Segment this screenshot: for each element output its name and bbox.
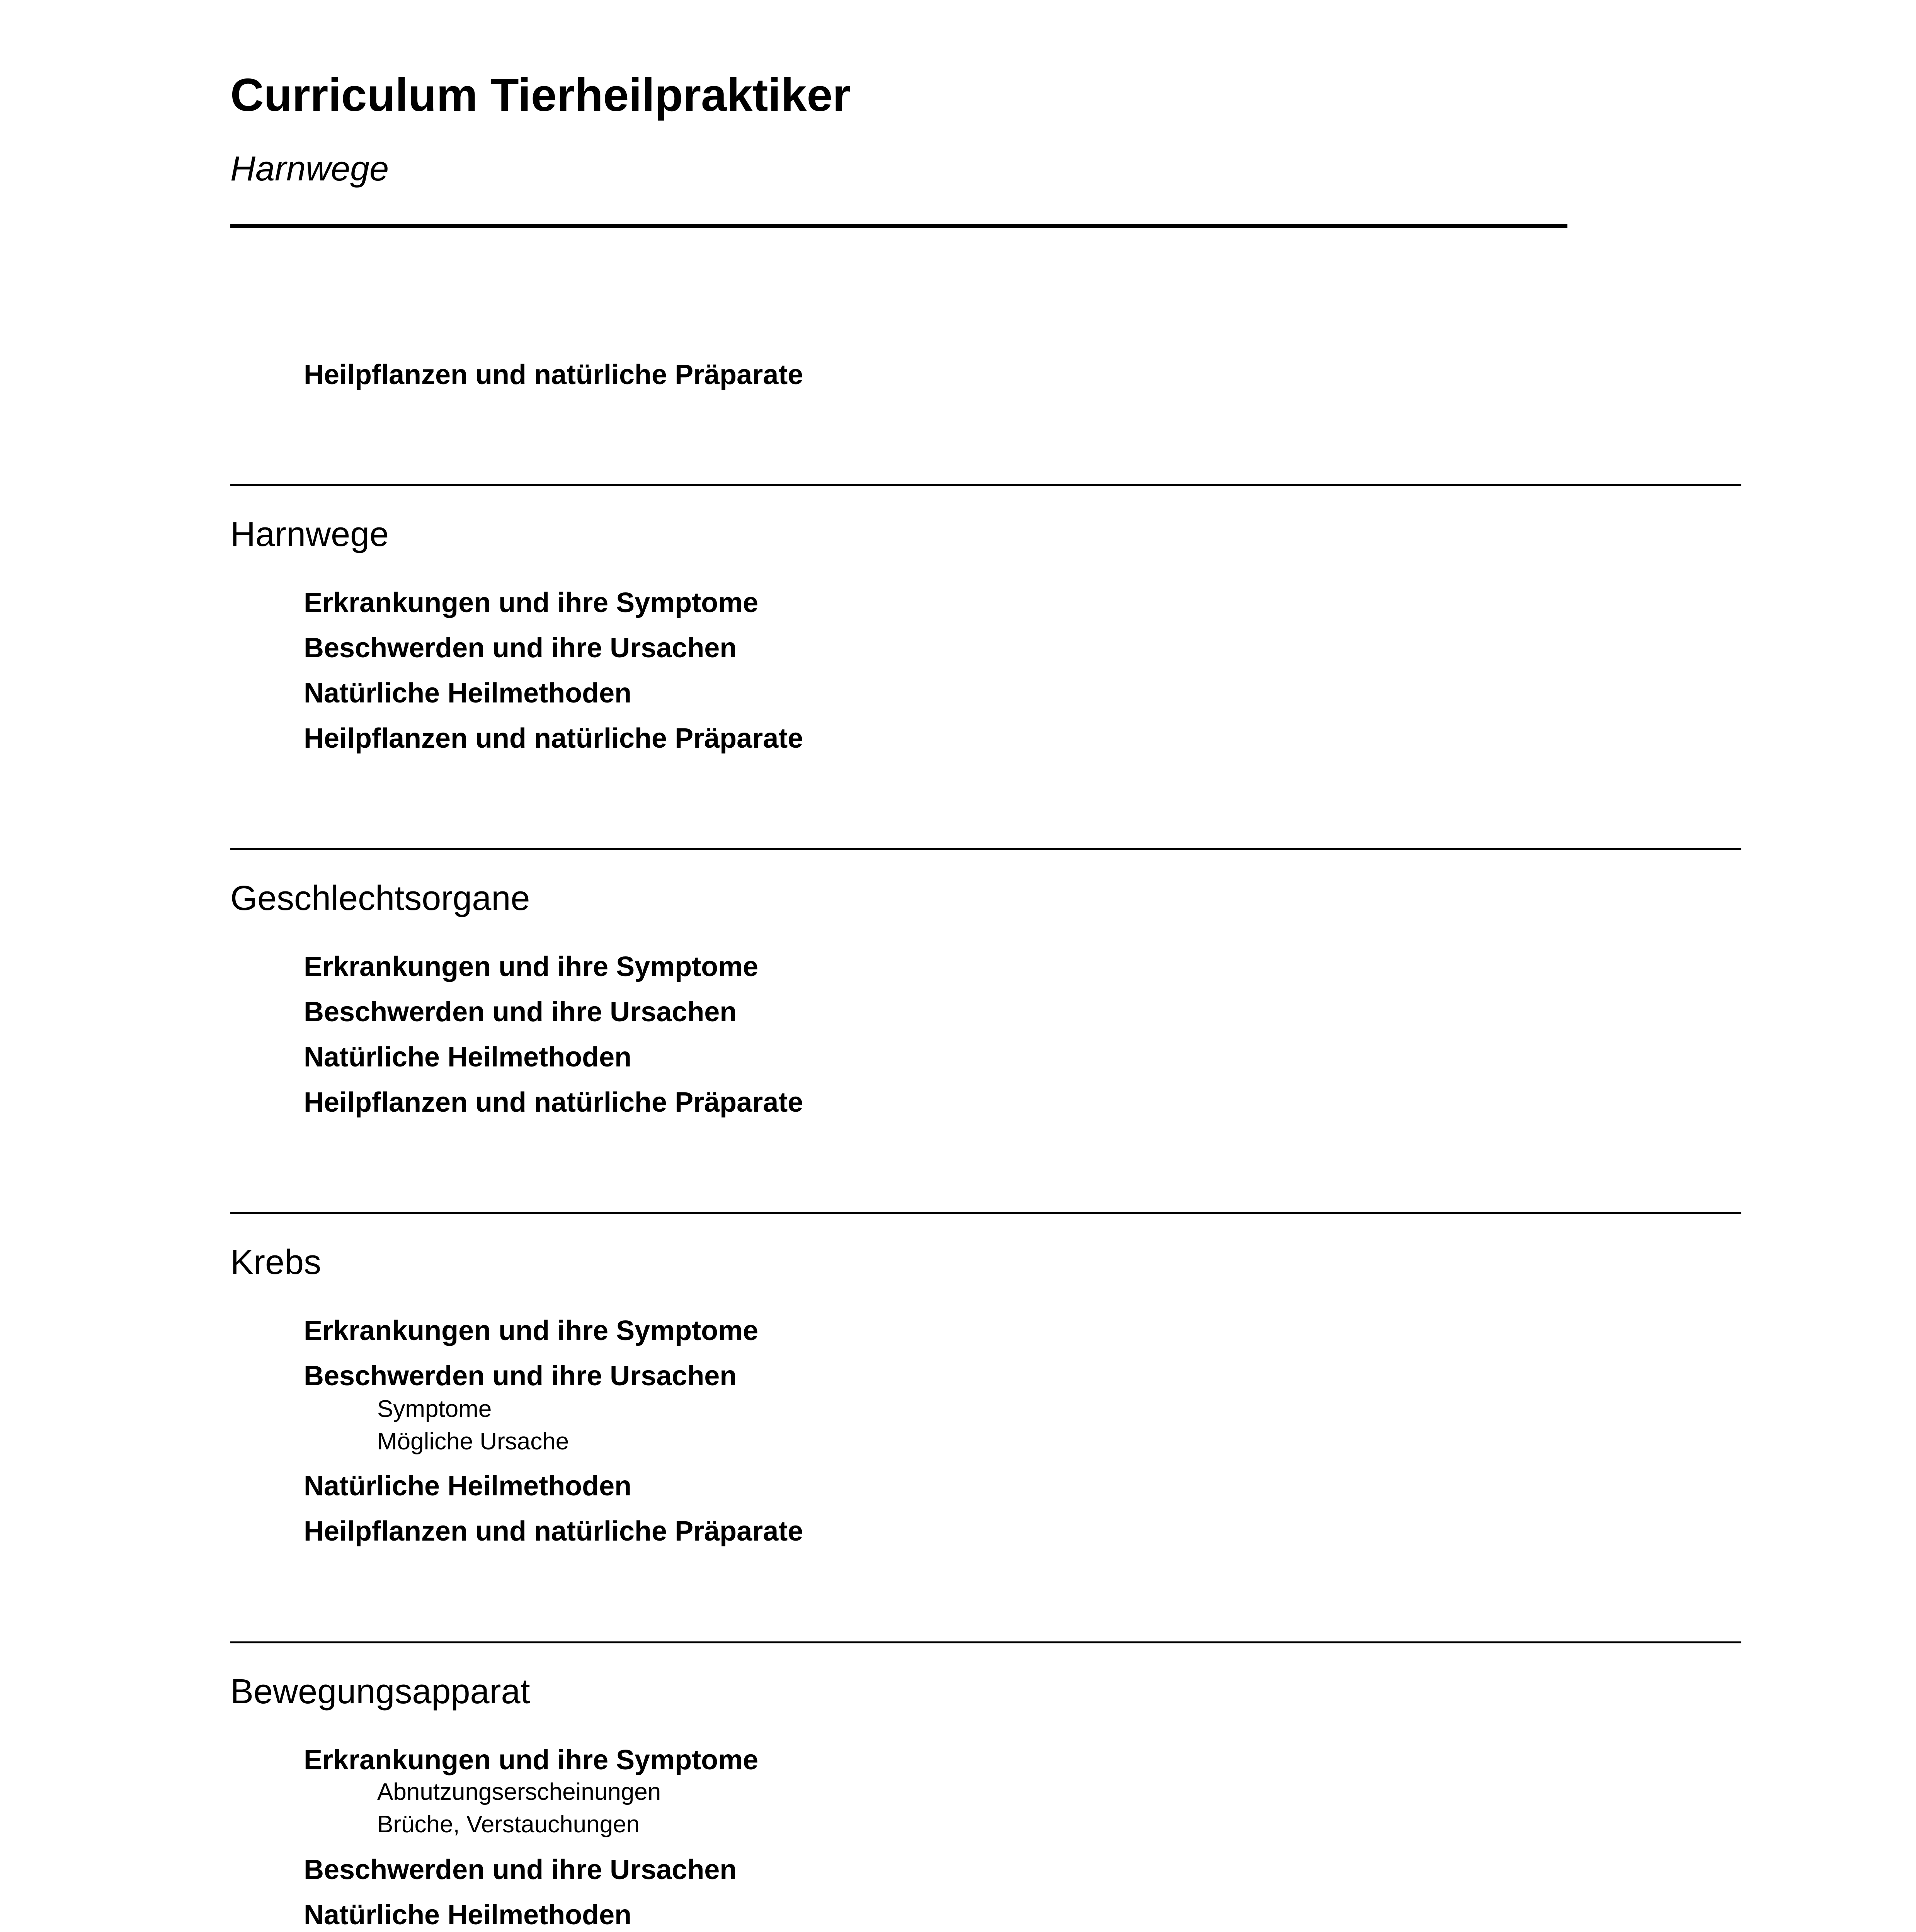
section-divider <box>230 484 1741 486</box>
section-item: Beschwerden und ihre Ursachen <box>304 1854 737 1885</box>
section-subitem: Brüche, Verstauchungen <box>377 1811 640 1838</box>
section-item: Heilpflanzen und natürliche Präparate <box>304 1087 803 1118</box>
section-divider <box>230 1212 1741 1214</box>
section-item: Heilpflanzen und natürliche Präparate <box>304 1516 803 1547</box>
section-item: Natürliche Heilmethoden <box>304 1042 632 1073</box>
section-item: Beschwerden und ihre Ursachen <box>304 1361 737 1391</box>
document-subtitle: Harnwege <box>230 150 389 188</box>
section-item: Erkrankungen und ihre Symptome <box>304 1315 759 1346</box>
section-item: Natürliche Heilmethoden <box>304 1471 632 1502</box>
section-heading-harnwege: Harnwege <box>230 515 389 554</box>
section-item: Heilpflanzen und natürliche Präparate <box>304 723 803 754</box>
section-heading-bewegungsapparat: Bewegungsapparat <box>230 1672 530 1711</box>
section-item: Erkrankungen und ihre Symptome <box>304 1745 759 1776</box>
section-divider <box>230 1641 1741 1643</box>
section-item: Beschwerden und ihre Ursachen <box>304 633 737 663</box>
section-item: Natürliche Heilmethoden <box>304 1900 632 1930</box>
title-divider <box>230 224 1567 228</box>
section-subitem: Abnutzungserscheinungen <box>377 1779 661 1805</box>
section-item: Beschwerden und ihre Ursachen <box>304 997 737 1027</box>
document-title: Curriculum Tierheilpraktiker <box>230 69 851 121</box>
section-heading-geschlechtsorgane: Geschlechtsorgane <box>230 879 530 918</box>
section-subitem: Mögliche Ursache <box>377 1428 569 1455</box>
intro-item: Heilpflanzen und natürliche Präparate <box>304 359 803 390</box>
section-divider <box>230 848 1741 850</box>
section-item: Erkrankungen und ihre Symptome <box>304 951 759 982</box>
section-subitem: Symptome <box>377 1396 492 1422</box>
section-heading-krebs: Krebs <box>230 1243 322 1282</box>
section-item: Natürliche Heilmethoden <box>304 678 632 709</box>
section-item: Erkrankungen und ihre Symptome <box>304 587 759 618</box>
